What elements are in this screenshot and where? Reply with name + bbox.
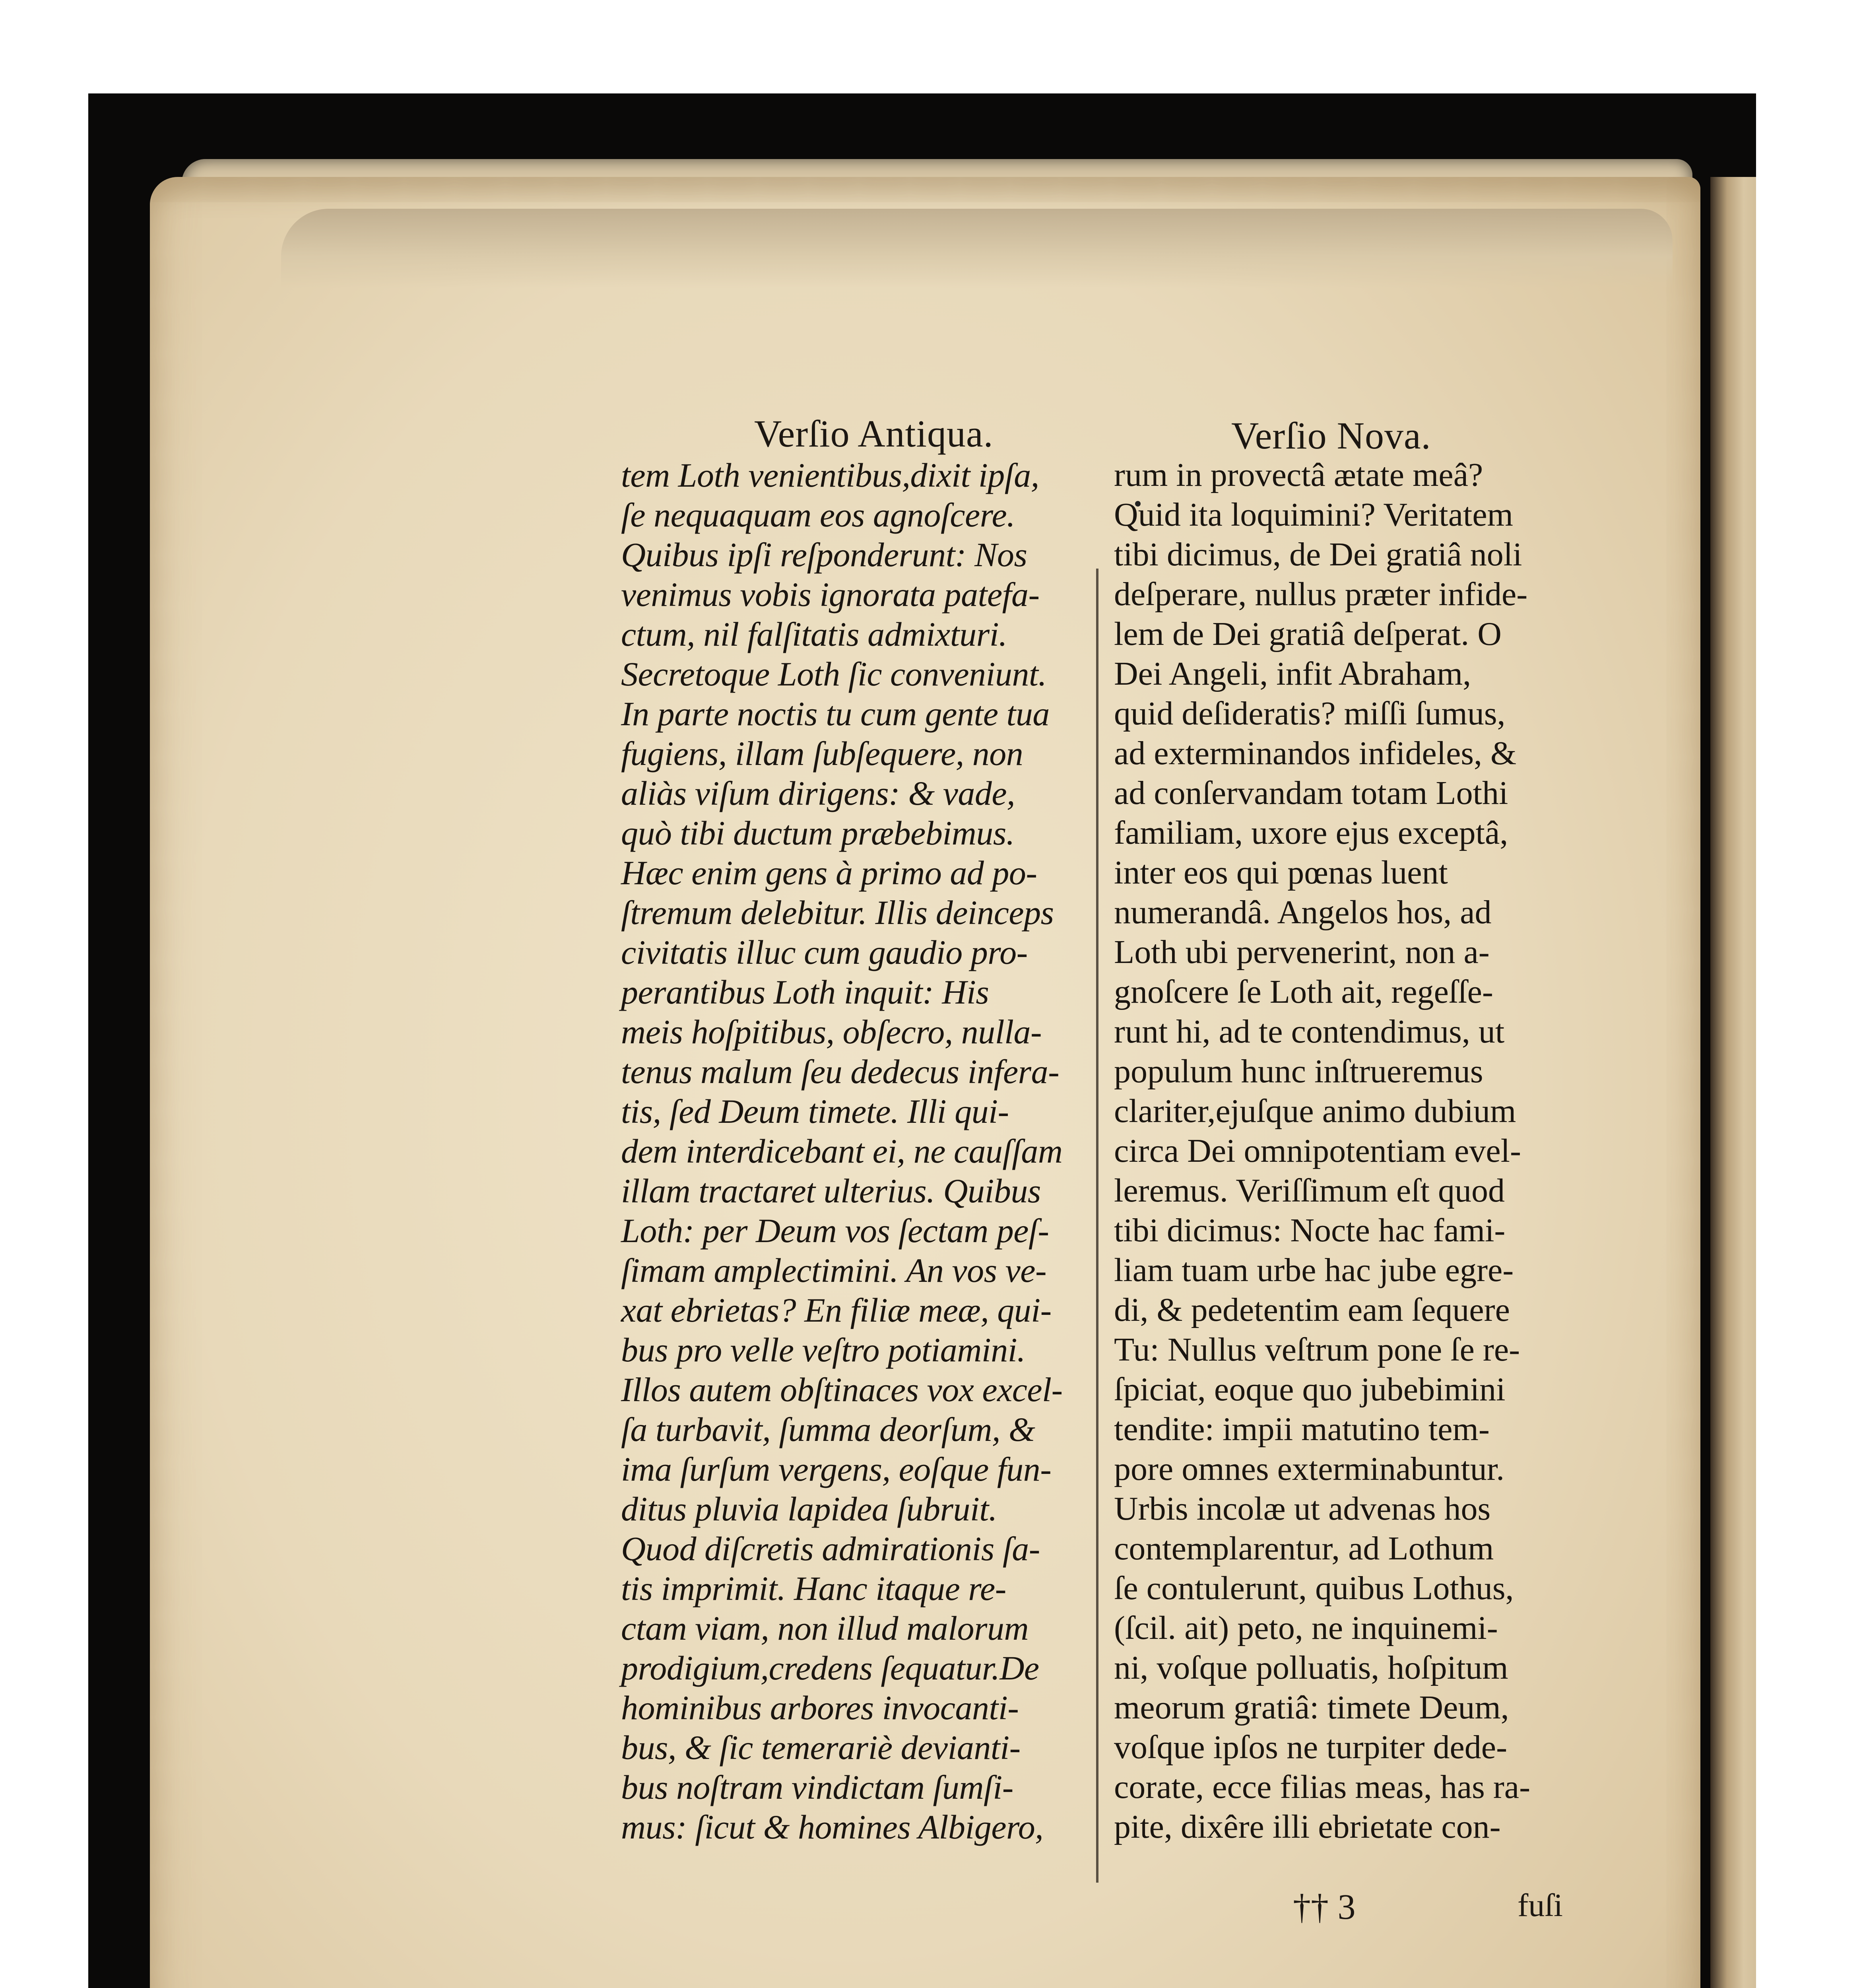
text-line: prodigium,credens ſequatur.De	[621, 1649, 1039, 1687]
text-line: ſpiciat, eoque quo jubebimini	[1114, 1371, 1506, 1408]
text-line: circa Dei omnipotentiam evel-	[1114, 1132, 1521, 1169]
text-line: ad conſervandam totam Lothi	[1114, 775, 1508, 812]
text-line: Dei Angeli, infit Abraham,	[1114, 655, 1471, 692]
text-line: runt hi, ad te contendimus, ut	[1114, 1013, 1505, 1050]
text-line: ſe contulerunt, quibus Lothus,	[1114, 1570, 1514, 1607]
scan-frame	[88, 93, 1756, 1988]
text-line: ſtremum delebitur. Illis deinceps	[621, 893, 1054, 932]
signature-mark: †† 3	[1293, 1887, 1356, 1927]
text-line: aliàs viſum dirigens: & vade,	[621, 774, 1015, 812]
text-line: Loth: per Deum vos ſectam peſ-	[621, 1211, 1049, 1250]
text-line: Urbis incolæ ut advenas hos	[1114, 1490, 1491, 1527]
text-line: liam tuam urbe hac jube egre-	[1114, 1252, 1514, 1289]
text-line: lem de Dei gratiâ deſperat. O	[1114, 615, 1502, 652]
text-line: bus pro velle veſtro potiamini.	[621, 1331, 1026, 1369]
text-line: tis, ſed Deum timete. Illi qui-	[621, 1092, 1009, 1130]
text-line: xat ebrietas? En filiæ meæ, qui-	[621, 1291, 1052, 1329]
text-line: quò tibi ductum præbebimus.	[621, 814, 1015, 852]
text-line: tendite: impii matutino tem-	[1114, 1411, 1490, 1448]
text-line: bus noſtram vindictam ſumſi-	[621, 1768, 1013, 1806]
text-line: deſperare, nullus præter infide-	[1114, 576, 1528, 613]
text-line: gnoſcere ſe Loth ait, regeſſe-	[1114, 973, 1493, 1010]
text-line: perantibus Loth inquit: His	[621, 973, 989, 1011]
text-line: fugiens, illam ſubſequere, non	[621, 734, 1023, 773]
text-line: ctam viam, non illud malorum	[621, 1609, 1029, 1647]
book-page	[150, 177, 1700, 1988]
text-line: dem interdicebant ei, ne cauſſam	[621, 1132, 1063, 1170]
text-line: venimus vobis ignorata patefa-	[621, 575, 1040, 613]
text-line: quid deſideratis? miſſi ſumus,	[1114, 695, 1506, 732]
heading-versio-nova: Verſio Nova.	[1231, 414, 1431, 457]
text-line: ni, voſque polluatis, hoſpitum	[1114, 1649, 1508, 1686]
text-line: tenus malum ſeu dedecus infera-	[621, 1052, 1060, 1091]
text-line: ad exterminandos infideles, &	[1114, 735, 1517, 772]
text-line: voſque ipſos ne turpiter dede-	[1114, 1729, 1508, 1766]
text-line: Hæc enim gens à primo ad po-	[621, 854, 1037, 892]
text-line: Loth ubi pervenerint, non a-	[1114, 934, 1490, 971]
text-line: Quid ita loquimini? Veritatem	[1114, 496, 1513, 533]
text-line: clariter,ejuſque animo dubium	[1114, 1093, 1516, 1130]
text-line: illam tractaret ulterius. Quibus	[621, 1172, 1041, 1210]
text-line: (ſcil. ait) peto, ne inquinemi-	[1114, 1609, 1498, 1646]
text-line: numerandâ. Angelos hos, ad	[1114, 894, 1492, 931]
left-column-latin-antiqua	[621, 455, 1063, 1847]
text-line: rum in provectâ ætate meâ?	[1114, 456, 1483, 493]
text-line: ctum, nil falſitatis admixturi.	[621, 615, 1007, 653]
text-line: Illos autem obſtinaces vox excel-	[621, 1371, 1063, 1409]
text-line: mus: ſicut & homines Albigero,	[621, 1808, 1044, 1846]
text-line: ima ſurſum vergens, eoſque fun-	[621, 1450, 1052, 1488]
text-line: corate, ecce filias meas, has ra-	[1114, 1769, 1531, 1806]
text-line: populum hunc inſtrueremus	[1114, 1053, 1483, 1090]
text-line: leremus. Veriſſimum eſt quod	[1114, 1172, 1505, 1209]
text-line: di, & pedetentim eam ſequere	[1114, 1291, 1510, 1328]
text-line: ditus pluvia lapidea ſubruit.	[621, 1490, 997, 1528]
text-line: Secretoque Loth ſic conveniunt.	[621, 655, 1047, 693]
text-line: pore omnes exterminabuntur.	[1114, 1450, 1505, 1487]
text-line: In parte noctis tu cum gente tua	[621, 695, 1050, 733]
text-line: familiam, uxore ejus exceptâ,	[1114, 814, 1508, 851]
text-line: tibi dicimus: Nocte hac fami-	[1114, 1212, 1506, 1249]
text-line: bus, & ſic temerariè devianti-	[621, 1728, 1021, 1767]
text-line: Quod diſcretis admirationis ſa-	[621, 1530, 1040, 1568]
text-line: inter eos qui pœnas luent	[1114, 854, 1448, 891]
text-line: ſe nequaquam eos agnoſcere.	[621, 496, 1015, 534]
text-line: contemplarentur, ad Lothum	[1114, 1530, 1494, 1567]
text-line: tis imprimit. Hanc itaque re-	[621, 1569, 1006, 1607]
text-line: ſa turbavit, ſumma deorſum, &	[621, 1410, 1035, 1448]
text-line: pite, dixêre illi ebrietate con-	[1114, 1808, 1501, 1845]
catchword: fuſi	[1518, 1887, 1563, 1923]
text-line: tem Loth venientibus,dixit ipſa,	[621, 456, 1039, 494]
column-divider	[1096, 569, 1098, 1883]
text-line: meis hoſpitibus, obſecro, nulla-	[621, 1013, 1042, 1051]
adjacent-page-edge	[1710, 177, 1756, 1988]
text-line: tibi dicimus, de Dei gratiâ noli	[1114, 536, 1522, 573]
right-column-latin-nova	[1114, 455, 1530, 1847]
text-line: meorum gratiâ: timete Deum,	[1114, 1689, 1509, 1726]
page-fold	[281, 209, 1673, 288]
text-line: hominibus arbores invocanti-	[621, 1689, 1019, 1727]
text-line: ſimam amplectimini. An vos ve-	[621, 1251, 1047, 1289]
text-line: Tu: Nullus veſtrum pone ſe re-	[1114, 1331, 1520, 1368]
text-line: civitatis illuc cum gaudio pro-	[621, 933, 1028, 971]
heading-versio-antiqua: Verſio Antiqua.	[754, 412, 994, 455]
text-line: Quibus ipſi reſponderunt: Nos	[621, 536, 1027, 574]
